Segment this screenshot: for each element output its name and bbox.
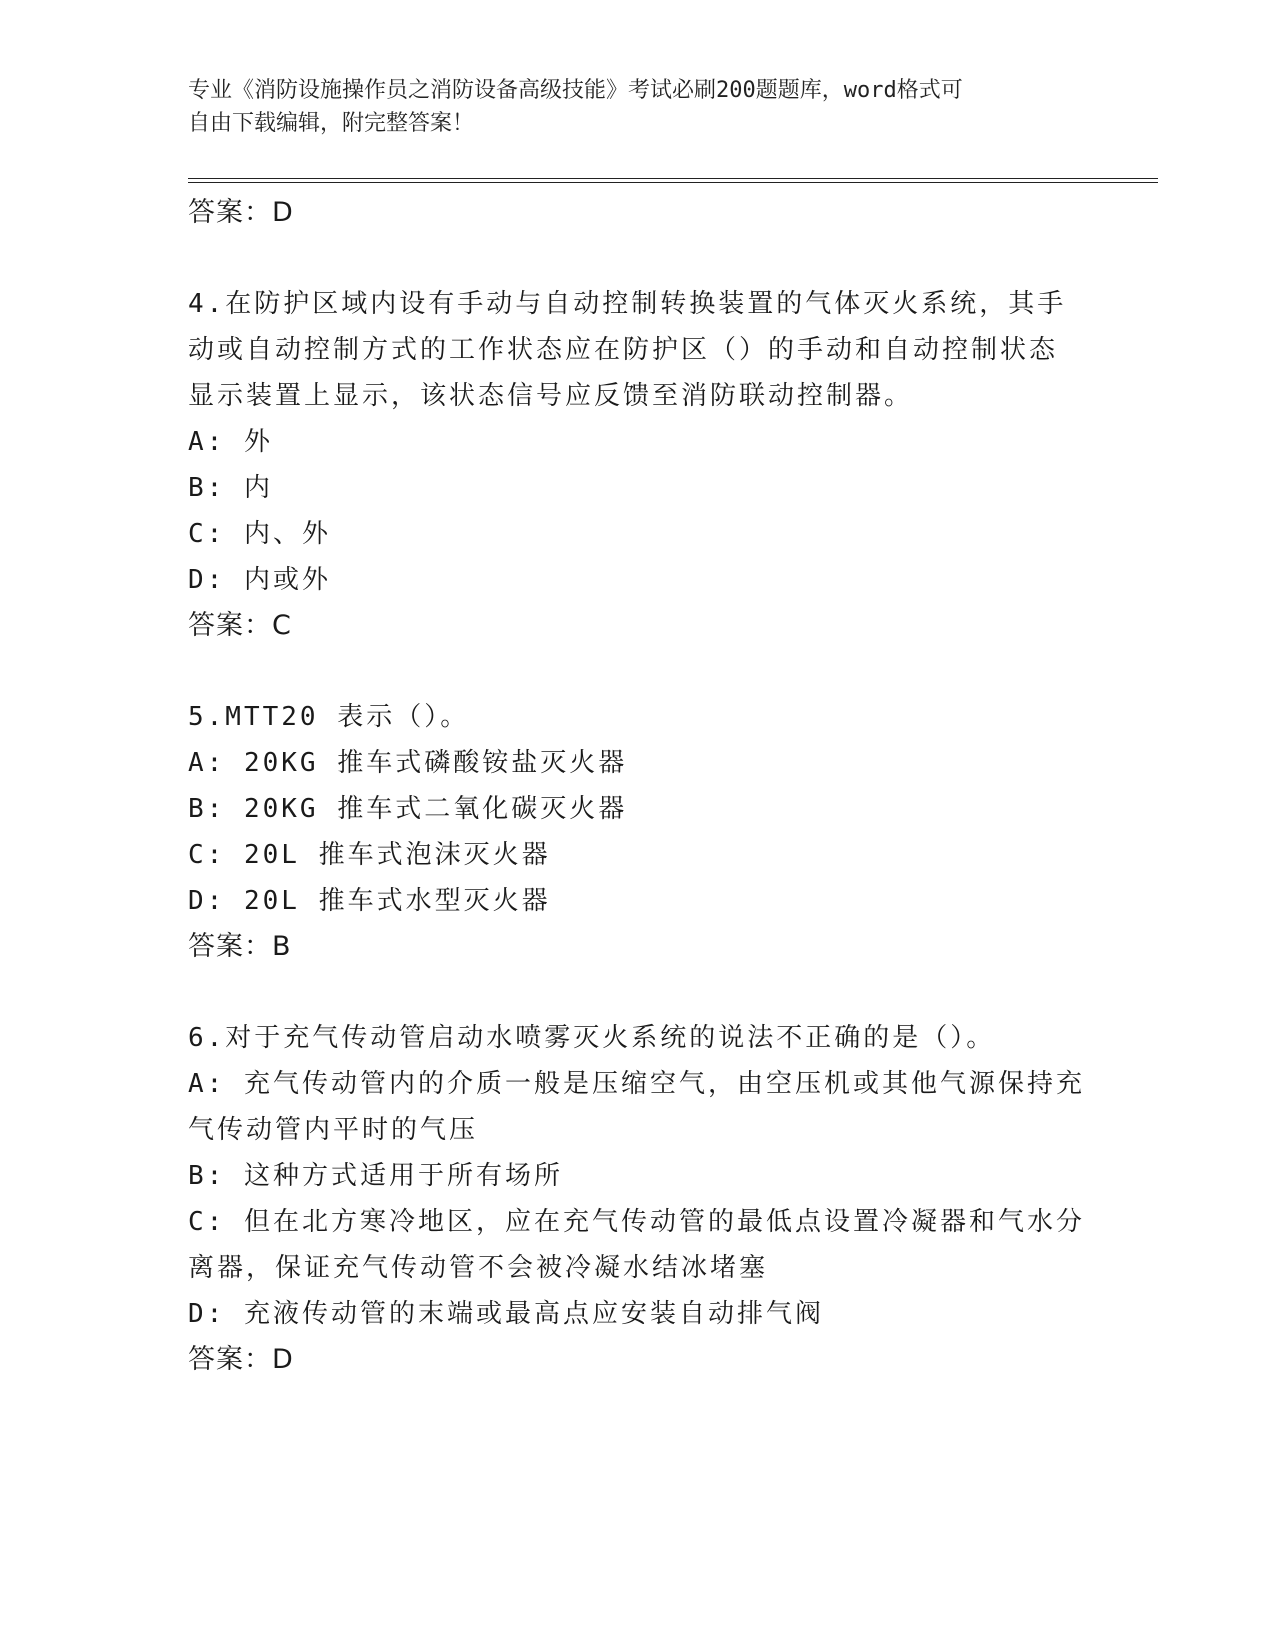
option-d: D: 内或外 <box>188 565 331 595</box>
question-4 <box>188 281 1088 648</box>
question-6 <box>188 1015 1088 1382</box>
answer-line: 答案：D <box>188 1344 294 1375</box>
page-header <box>188 74 1088 140</box>
question-text-line: 动或自动控制方式的工作状态应在防护区（）的手动和自动控制状态 <box>188 335 1059 365</box>
option-c: C: 但在北方寒冷地区，应在充气传动管的最低点设置冷凝器和气水分 <box>188 1207 1085 1237</box>
option-c-continued: 离器，保证充气传动管不会被冷凝水结冰堵塞 <box>188 1253 769 1283</box>
question-text-line: 5.MTT20 表示（）。 <box>188 702 470 732</box>
option-a: A: 20KG 推车式磷酸铵盐灭火器 <box>188 748 628 778</box>
option-c: C: 20L 推车式泡沫灭火器 <box>188 840 551 870</box>
option-a: A: 充气传动管内的介质一般是压缩空气，由空压机或其他气源保持充 <box>188 1069 1085 1099</box>
header-line-2: 自由下载编辑，附完整答案！ <box>188 111 475 136</box>
option-b: B: 这种方式适用于所有场所 <box>188 1161 563 1191</box>
question-text-line: 4.在防护区域内设有手动与自动控制转换装置的气体灭火系统，其手 <box>188 289 1067 319</box>
option-b: B: 内 <box>188 473 273 503</box>
question-text-line: 显示装置上显示，该状态信号应反馈至消防联动控制器。 <box>188 381 914 411</box>
option-d: D: 充液传动管的末端或最高点应安装自动排气阀 <box>188 1299 824 1329</box>
document-body <box>188 190 1088 1382</box>
option-a: A: 外 <box>188 427 273 457</box>
answer-line: 答案：C <box>188 610 292 641</box>
option-d: D: 20L 推车式水型灭火器 <box>188 886 551 916</box>
header-divider <box>188 178 1158 179</box>
question-text-line: 6.对于充气传动管启动水喷雾灭火系统的说法不正确的是（）。 <box>188 1023 996 1053</box>
header-divider-secondary <box>188 182 1158 183</box>
option-c: C: 内、外 <box>188 519 331 549</box>
header-line-1: 专业《消防设施操作员之消防设备高级技能》考试必刷200题题库，word格式可 <box>188 78 963 103</box>
answer-line: 答案：D <box>188 197 294 228</box>
question-5 <box>188 694 1088 969</box>
option-b: B: 20KG 推车式二氧化碳灭火器 <box>188 794 628 824</box>
option-a-continued: 气传动管内平时的气压 <box>188 1115 479 1145</box>
answer-line: 答案：B <box>188 931 292 962</box>
